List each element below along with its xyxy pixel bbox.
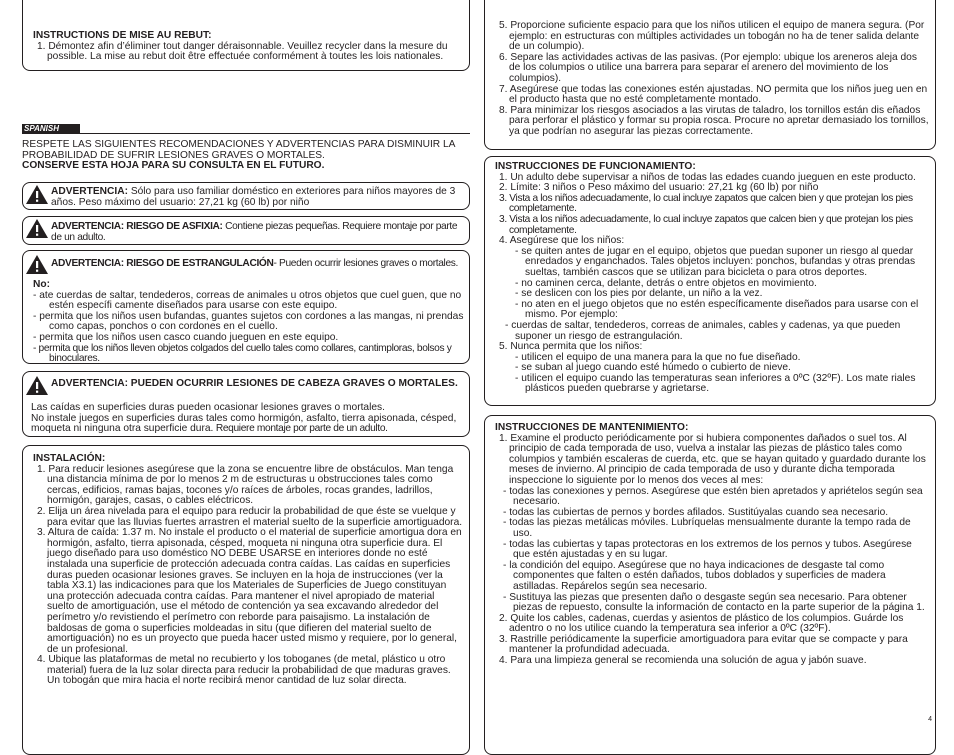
list-item: - todas las piezas metálicas móviles. Lubríquelas mensualmente durante la tempo rada de uso. [503, 517, 911, 539]
maintenance-sublist [499, 487, 931, 614]
list-item: 5. Proporcione suficiente espacio para que los niños utilicen el equipo de manera segura. (Por ejemplo: en estructuras con múltiples actividades un tobogán no ha de tener salida delante de un columpio). [499, 20, 925, 53]
adult-assembly-note: Requiere montaje por parte de un adulto. [213, 423, 388, 435]
language-tag: SPANISH [22, 124, 80, 134]
list-item: 2. Elija un área nivelada para el equipo para reducir la probabilidad de que éste se vuelque y para evitar que las lluvias fuertes arrastren el material suelto de la superficie amortiguadora. [37, 505, 463, 528]
maintenance-list [495, 614, 931, 667]
list-item: - todas las cubiertas y tapas protectoras en los extremos de los pernos y tubos. Asegúrese que estén ajustadas y en su lugar. [503, 538, 912, 561]
list-item: - la condición del equipo. Asegúrese que no haya indicaciones de desgaste tal como componentes que falten o estén dañados, tubos doblados y superficies de madera astilladas. Repárelos según sea necesario. [503, 559, 886, 592]
warning-text: Contiene piezas pequeñas. Requiere montaje por parte de un adulto. [51, 221, 458, 243]
installation-continued-box [484, 0, 936, 150]
head-injury-line: No instale juegos en superficies duras tales como hormigón, asfalto, tierra apisonada, césped, moqueta ni ninguna otra superficie dura. [31, 412, 457, 435]
list-item: - todas las conexiones y pernos. Asegúrese que estén bien apretados y apriételos según sea necesario. [503, 485, 923, 508]
list-item: 1. Un adulto debe supervisar a niños de todas las edades cuando jueguen en este producto. [499, 171, 916, 183]
head-injury-line: Las caídas en superficies duras pueden ocasionar lesiones graves o mortales. [31, 402, 385, 413]
list-item: 2. Límite: 3 niños o Peso máximo del usuario: 27,21 kg (60 lb) por niño [499, 182, 819, 194]
list-item: - todas las cubiertas de pernos y bordes afilados. Sustitúyalas cuando sea necesario. [503, 506, 889, 518]
warning-no-label: No: [33, 279, 50, 290]
list-item: 4. Asegúrese que los niños: [499, 235, 625, 247]
installation-list [33, 465, 463, 687]
warning-text: Sólo para uso familiar doméstico en exteriores para niños mayores de 3 años. Peso máximo del usuario: 27,21 kg (60 lb) por niño [51, 186, 456, 208]
warning-label: ADVERTENCIA: RIESGO DE ASFIXIA: [51, 221, 223, 232]
operation-title: INSTRUCCIONES DE FUNCIONAMIENTO: [495, 161, 696, 172]
list-item: 2. Quite los cables, cadenas, cuerdas y asientos de plástico de los columpios. Guárde los adentro o no los utilice cuando la temperatura sea inferior a 0ºC (32ºF). [499, 612, 904, 635]
warning-triangle-icon [26, 185, 48, 204]
operation-item-5: 5. Nunca permita que los niños: [499, 341, 643, 353]
warning-label: ADVERTENCIA: PUEDEN OCURRIR LESIONES DE CABEZA GRAVES O MORTALES. [51, 378, 458, 389]
maintenance-item-1: 1. Examine el producto periódicamente por si hubiera componentes dañados o suel tos. Al principio de cada temporada de uso, vuelva a instalar las piezas de plástico tales como columpios y también escaleras de cuerda, etc. que se hayan quitado y guardado durante los meses de invierno. Al principio de cada temporada de uso y durante dicha temporada inspeccione lo siguiente por lo menos dos veces al mes: [499, 432, 926, 486]
warning-general-box [22, 182, 470, 210]
disposal-box [22, 0, 470, 71]
disposal-list [33, 42, 463, 63]
list-item: 3. Rastrille periódicamente la superficie amortiguadora para evitar que se compacte y para mantener la profundidad adecuada. [499, 633, 908, 656]
operation-list [495, 173, 931, 247]
list-item: - se quiten antes de jugar en el equipo, objetos que puedan suponer un riesgo al quedar enredados y enganchados. Tales objetos incluyen: ponchos, bufandas y otras prendas sueltas, también cascos que se utilizan para bicicleta o para otros deportes. [515, 245, 916, 278]
installation-continued-list [495, 21, 931, 138]
list-item: - permita que los niños usen casco cuando jueguen en este equipo. [33, 331, 339, 343]
intro-keep-sheet: CONSERVE ESTA HOJA PARA SU CONSULTA EN EL FUTURO. [22, 160, 325, 172]
list-item: 8. Para minimizar los riesgos asociados a las virutas de taladro, los tornillos están dis eñados para perforar el plástico y formar su propia rosca. Procure no apretar demasiado los tornillos, ya que podrían no asegurar las piezas correctamente. [499, 104, 929, 137]
list-item: - permita que los niños lleven objetos colgados del cuello tales como collares, cantimploras, bolsos y binoculares. [33, 342, 452, 365]
list-item: 3. Vista a los niños adecuadamente, lo cual incluye zapatos que calcen bien y que protejan los pies completamente. [499, 192, 913, 215]
list-item: - se deslicen con los pies por delante, un niño a la vez. [515, 288, 763, 300]
warning-triangle-icon [26, 255, 48, 274]
intro-text [22, 140, 462, 172]
section-rule [78, 133, 470, 134]
warning-label: ADVERTENCIA: [51, 186, 128, 197]
warning-triangle-icon [26, 219, 48, 238]
warning-strangulation-box [22, 250, 470, 364]
list-item: - permita que los niños usen bufandas, guantes sujetos con cordones a las mangas, ni prendas como capas, ponchos o con cordones en el cuello. [33, 310, 464, 333]
list-item: - se suban al juego cuando esté húmedo o cubierto de nieve. [515, 362, 791, 374]
list-item: 1. Démontez afin d’éliminer tout danger déraisonnable. Veuillez recycler dans la mesure du possible. La mise au rebut doit être effectuée conformément à toutes les lois nationales. [37, 40, 448, 63]
warning-choking-box [22, 216, 470, 245]
list-item: - cuerdas de saltar, tendederos, correas de animales, cables y cadenas, ya que pueden suponer un riesgo de estrangulación. [505, 319, 901, 342]
list-item: - no caminen cerca, delante, detrás o entre objetos en movimiento. [515, 277, 817, 289]
list-item: 1. Para reducir lesiones asegúrese que la zona se encuentre libre de obstáculos. Man tenga una distancia mínima de por lo menos 2 m de estructuras u obstrucciones tales como cercas, edificios, ramas bajas, tocones y/o raíces de árboles, rocas grandes, ladrillos, hormigón, garajes, casas, o cables eléctricos. [37, 463, 454, 507]
operation-sublist [501, 353, 931, 395]
list-item: - ate cuerdas de saltar, tendederos, correas de animales u otros objetos que cuel guen, que no estén específi camente diseñados para usarse con este equipo. [33, 289, 462, 312]
warning-label: ADVERTENCIA: RIESGO DE ESTRANGULACIÓN [51, 258, 274, 269]
operation-box [484, 156, 936, 406]
list-item: 6. Separe las actividades activas de las pasivas. (Por ejemplo: ubique los areneros aleja dos de los columpios o utilice una barrera para separar el arenero del movimiento de los columpios). [499, 51, 917, 84]
installation-box [22, 445, 470, 755]
list-item: 4. Ubique las plataformas de metal no recubierto y los toboganes (de metal, plástico u otro material) fuera de la luz solar directa para reducir la probabilidad de que maduras graves. Un tobogán que mira hacia el norte recibirá menor cantidad de luz solar directa. [37, 654, 451, 687]
warning-triangle-icon [26, 376, 48, 395]
list-item: 4. Para una limpieza general se recomienda una solución de agua y jabón suave. [499, 655, 867, 667]
list-item: 3. Altura de caída: 1.37 m. No instale el producto o el material de superficie amortigua dora en hormigón, asfalto, tierra apisonada, césped, moqueta ni ninguna otra superficie dura. El juego diseñado para uso doméstico NO DEBE USARSE en interiores donde no esté instalada una superficie de protección adecuada contra caídas. Las caídas en superficies duras pueden ocasionar lesiones graves. Se incluyen en la hoja de instrucciones (ver la tabla X3.1) las indicaciones para que los Materiales de Superficies de Juego constituyan una protección adecuada contra caídas. Para mantener el nivel apropiado de material suelto de amortiguación, use el método de contención ya sea excavando alrededor del perímetro y/o revistiendo el perímetro con reborde para paisajismo. La instalación de baldosas de goma o superficies moldeadas in situ (que difieren del material suelto de amortiguación) no es un proyecto que pueda hacer usted mismo y requiere, por lo general, de un profesional. [37, 527, 462, 655]
strangulation-list [33, 291, 465, 365]
warning-text: - Pueden ocurrir lesiones graves o mortales. [273, 258, 458, 269]
maintenance-title: INSTRUCCIONES DE MANTENIMIENTO: [495, 422, 689, 433]
list-item: 3. Vista a los niños adecuadamente, lo cual incluye zapatos que calcen bien y que protejan los pies completamente. [499, 213, 913, 236]
list-item: 7. Asegúrese que todas las conexiones estén ajustadas. NO permita que los niños jueg uen en el producto hasta que no esté completamente montado. [499, 83, 928, 106]
list-item: - no aten en el juego objetos que no estén específicamente diseñados para usarse con el mismo. Por ejemplo: [515, 298, 919, 321]
page-number: 4 [928, 716, 932, 723]
installation-title: INSTALACIÓN: [33, 453, 106, 464]
warning-head-injury-box [22, 371, 470, 437]
list-item: - Sustituya las piezas que presenten daño o desgaste según sea necesario. Para obtener piezas de repuesto, consulte la información de contacto en la parte superior de la página 1. [503, 591, 925, 614]
operation-sublist [501, 247, 931, 342]
maintenance-box [484, 415, 936, 755]
list-item: - utilicen el equipo cuando las temperaturas sean inferiores a 0ºC (32ºF). Los mate riales plásticos pueden quebrarse y agrietarse. [515, 372, 916, 395]
disposal-title: INSTRUCTIONS DE MISE AU REBUT: [33, 30, 212, 41]
list-item: - utilicen el equipo de una manera para la que no fue diseñado. [515, 351, 801, 363]
intro-line: RESPETE LAS SIGUIENTES RECOMENDACIONES Y ADVERTENCIAS PARA DISMINUIR LA PROBABILIDAD DE SUFRIR LESIONES GRAVES O MORTALES. [22, 139, 455, 161]
